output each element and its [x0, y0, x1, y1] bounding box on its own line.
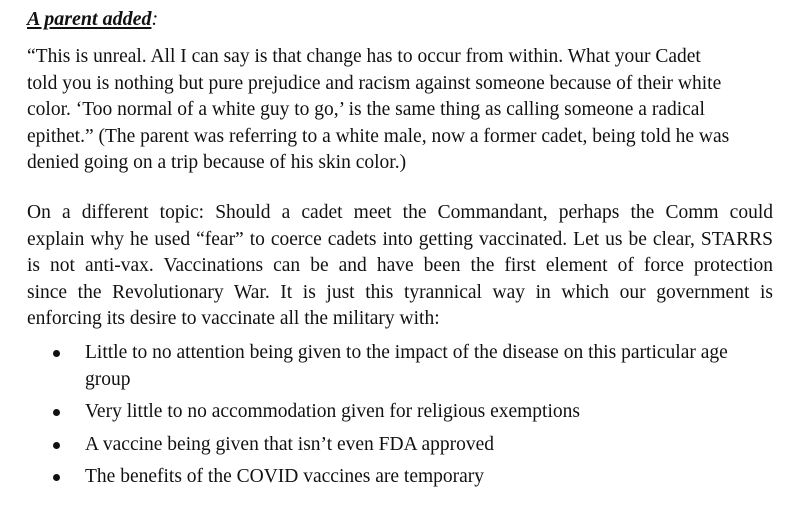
heading-label: A parent added: [27, 8, 152, 30]
paragraph-line: is not anti-vax. Vaccinations can be and have been the first element of force protection: [27, 255, 773, 276]
heading-colon: :: [151, 8, 159, 30]
bullet-icon: [53, 474, 60, 481]
vaccination-paragraph: [27, 200, 773, 333]
list-item: [52, 340, 785, 393]
bullet-icon: [53, 409, 60, 416]
paragraph-line: epithet.” (The parent was referring to a white male, now a former cadet, being told he was: [27, 125, 730, 147]
list-item: [52, 464, 785, 491]
parent-quote-paragraph: [27, 44, 773, 177]
list-item: [52, 399, 785, 426]
bullet-icon: [53, 442, 60, 449]
paragraph-line: since the Revolutionary War. It is just this tyrannical way in which our government is: [27, 281, 773, 303]
list-item-text: A vaccine being given that isn’t even FDA approved: [85, 433, 495, 455]
paragraph-line: “This is unreal. All I can say is that change has to occur from within. What your Cadet: [27, 46, 701, 67]
list-item-text: Very little to no accommodation given for religious exemptions: [85, 401, 580, 422]
bullet-list: [52, 340, 785, 497]
paragraph-line: On a different topic: Should a cadet meet the Commandant, perhaps the Comm could: [27, 202, 773, 223]
paragraph-line: color. ‘Too normal of a white guy to go,’ is the same thing as calling someone a radical: [27, 99, 705, 120]
paragraph-line: enforcing its desire to vaccinate all the military with:: [27, 308, 440, 329]
paragraph-line: explain why he used “fear” to coerce cadets into getting vaccinated. Let us be clear, STARRS: [27, 228, 773, 250]
list-item-text: The benefits of the COVID vaccines are temporary: [85, 466, 485, 487]
paragraph-line: told you is nothing but pure prejudice and racism against someone because of their white: [27, 72, 722, 94]
list-item-text: Little to no attention being given to the impact of the disease on this particular age: [85, 342, 728, 363]
section-heading: [27, 7, 158, 31]
paragraph-line: denied going on a trip because of his skin color.): [27, 152, 407, 173]
list-item: [52, 432, 785, 459]
list-item-text: group: [85, 368, 131, 390]
bullet-icon: [53, 350, 60, 357]
